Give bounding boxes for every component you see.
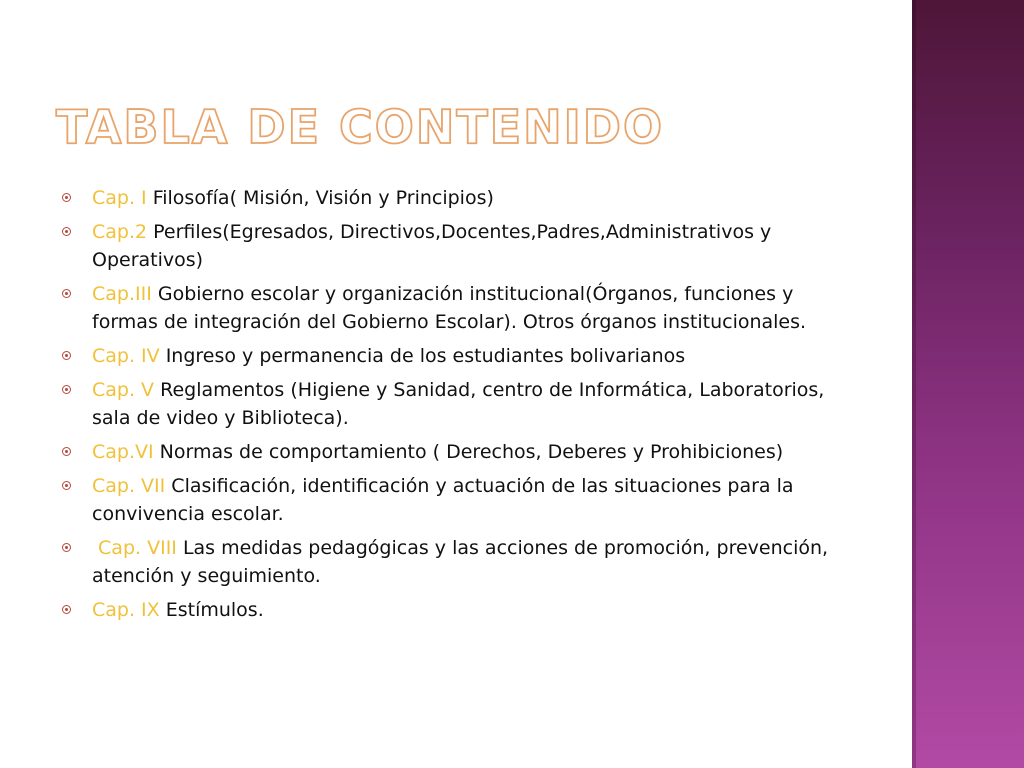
toc-item-text: Gobierno escolar y organización institucional(Órganos, funciones y formas de integración del Gobierno Escolar). Otros órganos institucionales. <box>92 283 807 333</box>
circle-dot-bullet-icon <box>62 193 71 202</box>
cap-9-link[interactable]: Cap. IX <box>92 599 166 621</box>
toc-item-cap-8 <box>62 534 842 590</box>
toc-item-cap-4 <box>62 342 842 370</box>
table-of-contents-list <box>62 184 842 630</box>
cap-7-link[interactable]: Cap. VII <box>92 475 172 497</box>
toc-item-cap-2 <box>62 218 842 274</box>
toc-item-text: Las medidas pedagógicas y las acciones de promoción, prevención, atención y seguimiento. <box>92 537 829 587</box>
circle-dot-bullet-icon <box>62 289 71 298</box>
cap-3-link[interactable]: Cap.III <box>92 283 158 305</box>
toc-item-text: Perfiles(Egresados, Directivos,Docentes,Padres,Administrativos y Operativos) <box>92 221 772 271</box>
cap-6-link[interactable]: Cap.VI <box>92 441 160 463</box>
toc-item-cap-9 <box>62 596 842 624</box>
circle-dot-bullet-icon <box>62 481 71 490</box>
cap-5-link[interactable]: Cap. V <box>92 379 161 401</box>
toc-item-text: Filosofía( Misión, Visión y Principios) <box>152 187 494 209</box>
toc-item-text: Clasificación, identificación y actuación de las situaciones para la convivencia escolar. <box>92 475 794 525</box>
circle-dot-bullet-icon <box>62 385 71 394</box>
circle-dot-bullet-icon <box>62 605 71 614</box>
decorative-side-bar <box>912 0 1024 768</box>
cap-2-link[interactable]: Cap.2 <box>92 221 154 243</box>
toc-item-cap-7 <box>62 472 842 528</box>
cap-4-link[interactable]: Cap. IV <box>92 345 166 367</box>
toc-item-cap-3 <box>62 280 842 336</box>
cap-8-link[interactable]: Cap. VIII <box>92 537 183 559</box>
toc-item-cap-6 <box>62 438 842 466</box>
circle-dot-bullet-icon <box>62 543 71 552</box>
toc-item-text: Reglamentos (Higiene y Sanidad, centro de Informática, Laboratorios, sala de video y Biblioteca). <box>92 379 825 429</box>
slide-title: TABLA DE CONTENIDO <box>56 100 665 154</box>
toc-item-cap-1 <box>62 184 842 212</box>
circle-dot-bullet-icon <box>62 227 71 236</box>
toc-item-text: Ingreso y permanencia de los estudiantes bolivarianos <box>165 345 686 367</box>
circle-dot-bullet-icon <box>62 447 71 456</box>
toc-item-text: Normas de comportamiento ( Derechos, Deberes y Prohibiciones) <box>159 441 784 463</box>
circle-dot-bullet-icon <box>62 351 71 360</box>
toc-item-cap-5 <box>62 376 842 432</box>
toc-item-text: Estímulos. <box>165 599 264 621</box>
cap-1-link[interactable]: Cap. I <box>92 187 153 209</box>
